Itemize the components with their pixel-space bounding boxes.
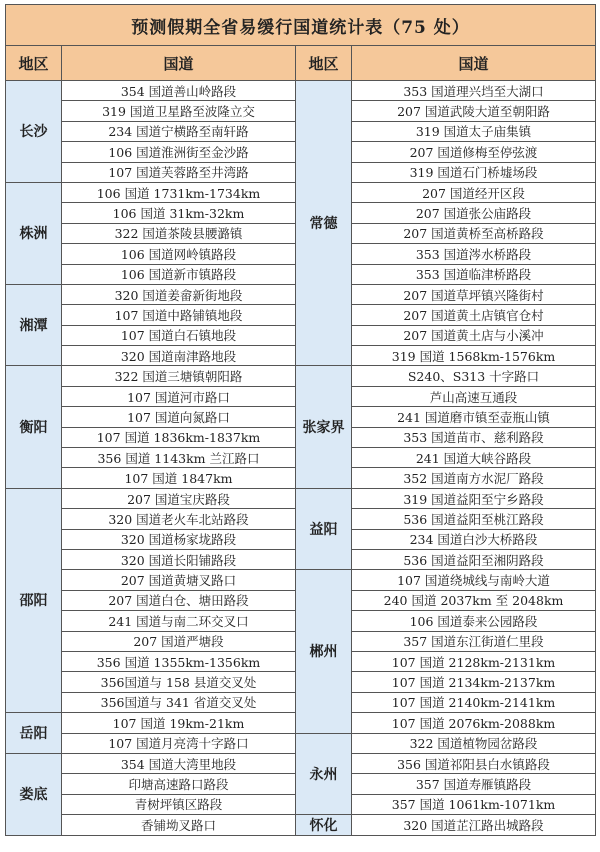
road-cell: 106 国道网岭镇路段 xyxy=(62,244,296,264)
road-cell: 320 国道长阳铺路段 xyxy=(62,549,296,569)
road-cell: 357 国道寿雁镇路段 xyxy=(352,774,596,794)
road-cell: 106 国道新市镇路段 xyxy=(62,264,296,284)
road-cell: 319 国道益阳至宁乡路段 xyxy=(352,488,596,508)
road-cell: 241 国道大峡谷路段 xyxy=(352,448,596,468)
road-cell: 354 国道善山岭路段 xyxy=(62,81,296,101)
region-cell: 衡阳 xyxy=(6,366,62,488)
road-cell: 322 国道茶陵县腰潞镇 xyxy=(62,223,296,243)
road-cell: 207 国道黄土店镇官仓村 xyxy=(352,305,596,325)
road-cell: 241 国道与南二环交叉口 xyxy=(62,611,296,631)
table-row xyxy=(6,488,596,508)
road-cell: 356 国道祁阳县白水镇路段 xyxy=(352,753,596,773)
road-cell: 207 国道经开区段 xyxy=(352,182,596,202)
road-cell: 319 国道太子庙集镇 xyxy=(352,121,596,141)
header-road-right: 国道 xyxy=(352,46,596,81)
table-row xyxy=(6,366,596,386)
road-cell: 香铺坳叉路口 xyxy=(62,815,296,836)
region-cell: 长沙 xyxy=(6,81,62,183)
header-region-right: 地区 xyxy=(296,46,352,81)
road-cell: 320 国道南津路地段 xyxy=(62,346,296,366)
header-road-left: 国道 xyxy=(62,46,296,81)
statistics-table-wrapper xyxy=(5,4,595,836)
road-cell: 207 国道黄桥至高桥路段 xyxy=(352,223,596,243)
region-cell: 张家界 xyxy=(296,366,352,488)
region-cell: 郴州 xyxy=(296,570,352,733)
road-cell: 356国道与 158 县道交叉处 xyxy=(62,672,296,692)
region-cell: 常德 xyxy=(296,81,352,366)
road-cell: 320 国道杨家垅路段 xyxy=(62,529,296,549)
road-cell: 107 国道 2128km-2131km xyxy=(352,651,596,671)
road-cell: S240、S313 十字路口 xyxy=(352,366,596,386)
road-cell: 207 国道严塘段 xyxy=(62,631,296,651)
road-cell: 207 国道黄塘叉路口 xyxy=(62,570,296,590)
road-cell: 207 国道草坪镇兴隆街村 xyxy=(352,284,596,304)
road-cell: 319 国道石门桥墟场段 xyxy=(352,162,596,182)
region-cell: 湘潭 xyxy=(6,284,62,366)
road-cell: 107 国道中路铺镇地段 xyxy=(62,305,296,325)
road-cell: 207 国道武陵大道至朝阳路 xyxy=(352,101,596,121)
table-row xyxy=(6,733,596,753)
road-cell: 106 国道 31km-32km xyxy=(62,203,296,223)
road-cell: 536 国道益阳至湘阴路段 xyxy=(352,549,596,569)
road-cell: 322 国道植物园岔路段 xyxy=(352,733,596,753)
region-cell: 岳阳 xyxy=(6,713,62,754)
road-cell: 353 国道理兴垱至大湖口 xyxy=(352,81,596,101)
road-cell: 107 国道向氮路口 xyxy=(62,407,296,427)
header-region-left: 地区 xyxy=(6,46,62,81)
road-cell: 207 国道黄土店与小溪冲 xyxy=(352,325,596,345)
road-cell: 207 国道修梅至停弦渡 xyxy=(352,142,596,162)
road-cell: 107 国道绕城线与南岭大道 xyxy=(352,570,596,590)
road-cell: 207 国道宝庆路段 xyxy=(62,488,296,508)
road-cell: 356国道与 341 省道交叉处 xyxy=(62,692,296,712)
region-cell: 邵阳 xyxy=(6,488,62,712)
road-cell: 107 国道 2134km-2137km xyxy=(352,672,596,692)
road-cell: 107 国道河市路口 xyxy=(62,386,296,406)
road-cell: 107 国道芙蓉路至井湾路 xyxy=(62,162,296,182)
road-cell: 106 国道泰来公园路段 xyxy=(352,611,596,631)
road-cell: 353 国道涔水桥路段 xyxy=(352,244,596,264)
road-cell: 353 国道临津桥路段 xyxy=(352,264,596,284)
road-cell: 357 国道 1061km-1071km xyxy=(352,794,596,814)
road-cell: 320 国道姜畲新街地段 xyxy=(62,284,296,304)
road-cell: 106 国道 1731km-1734km xyxy=(62,182,296,202)
road-cell: 234 国道宁横路至南轩路 xyxy=(62,121,296,141)
table-title: 预测假期全省易缓行国道统计表（75 处） xyxy=(6,5,596,46)
road-cell: 107 国道 19km-21km xyxy=(62,713,296,733)
road-cell: 319 国道 1568km-1576km xyxy=(352,346,596,366)
road-cell: 320 国道芷江路出城路段 xyxy=(352,815,596,836)
road-cell: 352 国道南方水泥厂路段 xyxy=(352,468,596,488)
region-cell: 怀化 xyxy=(296,815,352,836)
road-cell: 107 国道 1836km-1837km xyxy=(62,427,296,447)
road-cell: 107 国道月亮湾十字路口 xyxy=(62,733,296,753)
road-cell: 印塘高速路口路段 xyxy=(62,774,296,794)
road-cell: 354 国道大湾里地段 xyxy=(62,753,296,773)
road-cell: 106 国道淮洲街至金沙路 xyxy=(62,142,296,162)
region-cell: 永州 xyxy=(296,733,352,815)
road-cell: 240 国道 2037km 至 2048km xyxy=(352,590,596,610)
road-cell: 107 国道白石镇地段 xyxy=(62,325,296,345)
road-cell: 芦山高速互通段 xyxy=(352,386,596,406)
road-cell: 207 国道张公庙路段 xyxy=(352,203,596,223)
road-cell: 241 国道磨市镇至壶瓶山镇 xyxy=(352,407,596,427)
road-cell: 319 国道卫星路至波隆立交 xyxy=(62,101,296,121)
table-row xyxy=(6,570,596,590)
road-cell: 207 国道白仓、塘田路段 xyxy=(62,590,296,610)
region-cell: 益阳 xyxy=(296,488,352,570)
road-cell: 357 国道东江街道仁里段 xyxy=(352,631,596,651)
road-cell: 322 国道三塘镇朝阳路 xyxy=(62,366,296,386)
statistics-table xyxy=(5,4,596,836)
road-cell: 536 国道益阳至桃江路段 xyxy=(352,509,596,529)
road-cell: 107 国道 2076km-2088km xyxy=(352,713,596,733)
road-cell: 353 国道苗市、慈利路段 xyxy=(352,427,596,447)
road-cell: 320 国道老火车北站路段 xyxy=(62,509,296,529)
region-cell: 娄底 xyxy=(6,753,62,835)
road-cell: 234 国道白沙大桥路段 xyxy=(352,529,596,549)
road-cell: 356 国道 1355km-1356km xyxy=(62,651,296,671)
road-cell: 107 国道 2140km-2141km xyxy=(352,692,596,712)
table-row xyxy=(6,815,596,836)
road-cell: 107 国道 1847km xyxy=(62,468,296,488)
table-row xyxy=(6,81,596,101)
road-cell: 356 国道 1143km 兰江路口 xyxy=(62,448,296,468)
region-cell: 株洲 xyxy=(6,182,62,284)
road-cell: 青树坪镇区路段 xyxy=(62,794,296,814)
